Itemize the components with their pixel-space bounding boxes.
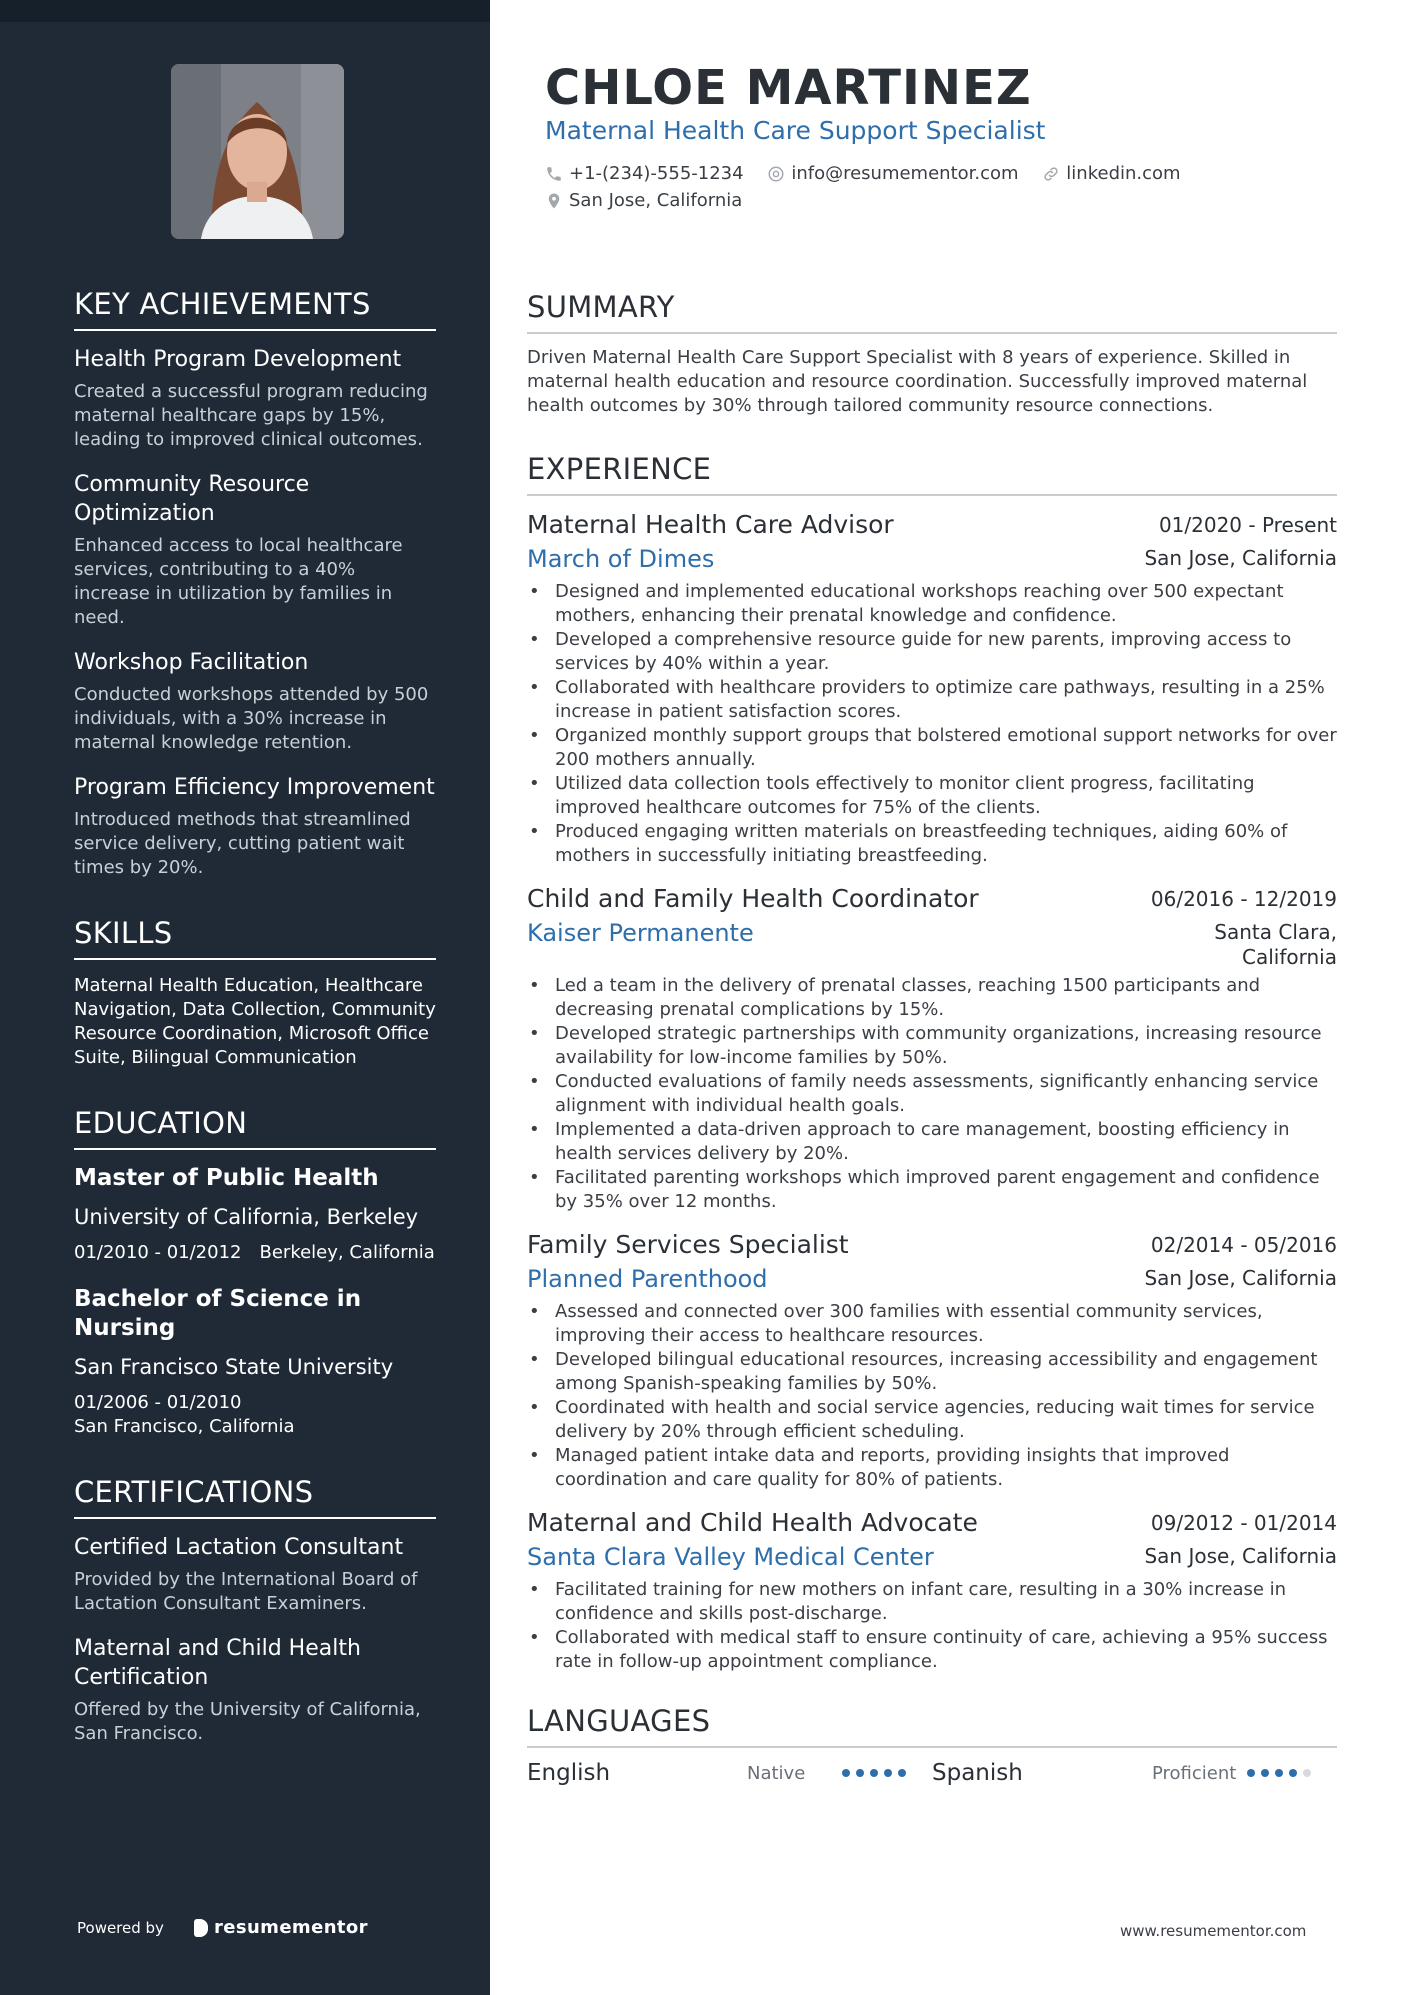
powered-by-footer [77,1917,368,1938]
language-level: Proficient [1152,1762,1237,1784]
job-title: Family Services Specialist [527,1230,849,1259]
achievement-desc: Enhanced access to local healthcare services, contributing to a 40% increase in utilization by families in need. [74,535,403,628]
rating-dot-filled [856,1769,864,1777]
achievement-item [74,648,436,755]
main-body [527,290,1337,1820]
sidebar-content [74,287,436,1782]
job-company: Kaiser Permanente [527,919,754,947]
job-entry [527,1506,1337,1674]
education-title: EDUCATION [74,1106,436,1150]
candidate-role: Maternal Health Care Support Specialist [545,116,1046,145]
job-dates: 06/2016 - 12/2019 [1150,887,1337,911]
language-rating [1247,1769,1317,1777]
rating-dot-filled [1261,1769,1269,1777]
achievement-title: Community Resource Optimization [74,472,310,526]
job-company: Planned Parenthood [527,1265,768,1293]
education-degree: Master of Public Health [74,1165,379,1191]
job-bullet: • Led a team in the delivery of prenatal classes, reaching 1500 participants and decreasing prenatal complications by 15%. [527,974,1337,1022]
languages-title: LANGUAGES [527,1704,1337,1748]
job-location: San Jose, California [1144,1544,1337,1568]
job-dates: 01/2020 - Present [1158,513,1337,537]
job-title: Maternal Health Care Advisor [527,510,894,539]
job-dates: 09/2012 - 01/2014 [1150,1511,1337,1535]
achievement-title: Health Program Development [74,347,402,372]
contact-list [545,163,1245,217]
job-bullet: • Developed bilingual educational resources, increasing accessibility and engagement among Spanish-speaking families by 50%. [527,1348,1337,1396]
achievement-desc: Introduced methods that streamlined service delivery, cutting patient wait times by 20%. [74,809,411,878]
skills-list: Maternal Health Education, Healthcare Navigation, Data Collection, Community Resource Coordination, Microsoft Office Suite, Bilingual Communication [74,975,436,1068]
location-pin-icon [545,192,563,210]
achievement-item [74,470,436,630]
education-item [74,1285,436,1439]
certifications-section [74,1475,436,1746]
job-bullet: • Assessed and connected over 300 families with essential community services, improving their access to healthcare resources. [527,1300,1337,1348]
education-dates: 01/2010 - 01/2012 [74,1242,242,1263]
language-name: English [527,1760,611,1786]
education-meta [74,1241,436,1265]
education-degree: Bachelor of Science in Nursing [74,1286,362,1341]
job-dates: 02/2014 - 05/2016 [1150,1233,1337,1257]
job-bullet: • Conducted evaluations of family needs assessments, significantly enhancing service alignment with individual health goals. [527,1070,1337,1118]
location-text: San Jose, California [569,190,743,211]
certification-title: Maternal and Child Health Certification [74,1636,361,1690]
certification-item [74,1533,436,1616]
rating-dot-filled [884,1769,892,1777]
education-school: University of California, Berkeley [74,1205,419,1229]
email-text: info@resumementor.com [791,163,1019,184]
language-item [932,1760,1337,1786]
education-dates: 01/2006 - 01/2010 [74,1392,242,1413]
job-bullet: • Utilized data collection tools effectively to monitor client progress, facilitating improved healthcare outcomes for 75% of the clients. [527,772,1337,820]
rating-dot-filled [870,1769,878,1777]
certification-item [74,1634,436,1746]
rating-dot-filled [898,1769,906,1777]
achievement-item [74,345,436,452]
language-rating [842,1769,912,1777]
job-location: San Jose, California [1144,546,1337,570]
profile-photo [171,64,344,239]
languages-section [527,1704,1337,1786]
resumementor-logo-icon [194,1919,208,1937]
job-bullet: • Facilitated training for new mothers on infant care, resulting in a 30% increase in confidence and skills post-discharge. [527,1578,1337,1626]
education-section [74,1106,436,1439]
education-location: Berkeley, California [259,1242,435,1263]
achievement-title: Workshop Facilitation [74,650,309,675]
certification-desc: Offered by the University of California, San Francisco. [74,1699,421,1744]
job-bullets [527,1578,1337,1674]
education-item [74,1164,436,1265]
at-icon [767,165,785,183]
job-bullet: • Implemented a data-driven approach to care management, boosting efficiency in health services delivery by 20%. [527,1118,1337,1166]
job-bullet: • Organized monthly support groups that bolstered emotional support networks for over 200 mothers annually. [527,724,1337,772]
job-bullet: • Produced engaging written materials on breastfeeding techniques, aiding 60% of mothers in successfully initiating breastfeeding. [527,820,1337,868]
job-title: Child and Family Health Coordinator [527,884,979,913]
link-icon [1042,165,1060,183]
education-location: San Francisco, California [74,1416,295,1437]
experience-title: EXPERIENCE [527,452,1337,496]
job-entry [527,882,1337,1214]
certification-title: Certified Lactation Consultant [74,1535,404,1560]
job-entry [527,1228,1337,1492]
achievements-title: KEY ACHIEVEMENTS [74,287,436,331]
rating-dot-filled [1247,1769,1255,1777]
skills-section [74,916,436,1070]
contact-location [545,190,742,211]
skills-title: SKILLS [74,916,436,960]
language-level: Native [747,1762,806,1784]
phone-icon [545,165,563,183]
sidebar [0,0,490,1995]
contact-email[interactable] [767,163,1018,184]
job-location: San Jose, California [1144,1266,1337,1290]
achievement-title: Program Efficiency Improvement [74,775,435,800]
job-location-line: Santa Clara, [1214,920,1337,944]
certification-desc: Provided by the International Board of Lactation Consultant Examiners. [74,1569,418,1614]
job-company: March of Dimes [527,545,715,573]
achievements-section [74,287,436,880]
sidebar-top-strip [0,0,490,22]
summary-text: Driven Maternal Health Care Support Specialist with 8 years of experience. Skilled in maternal health education and resource coordination. Successfully improved maternal health outcomes by 30% through tailored community resource connections. [527,347,1308,416]
job-bullet: • Managed patient intake data and reports, providing insights that improved coordination and care quality for 80% of patients. [527,1444,1337,1492]
job-entry [527,508,1337,868]
language-item [527,1760,932,1786]
linkedin-text: linkedin.com [1066,163,1181,184]
certifications-title: CERTIFICATIONS [74,1475,436,1519]
language-name: Spanish [932,1760,1023,1786]
languages-list [527,1760,1337,1786]
resumementor-brand-text: resumementor [213,1917,368,1938]
experience-section [527,452,1337,1674]
job-bullet: • Coordinated with health and social service agencies, reducing wait times for service delivery by 20% through efficient scheduling. [527,1396,1337,1444]
candidate-name: CHLOE MARTINEZ [545,60,1032,116]
rating-dot-filled [842,1769,850,1777]
job-bullet: • Developed a comprehensive resource guide for new parents, improving access to services by 40% within a year. [527,628,1337,676]
contact-linkedin[interactable] [1042,163,1180,184]
achievement-desc: Conducted workshops attended by 500 individuals, with a 30% increase in maternal knowledge retention. [74,684,429,753]
job-bullets [527,974,1337,1214]
job-bullet: • Collaborated with medical staff to ensure continuity of care, achieving a 95% success rate in follow-up appointment compliance. [527,1626,1337,1674]
summary-section [527,290,1337,418]
job-company: Santa Clara Valley Medical Center [527,1543,934,1571]
website-footer[interactable]: www.resumementor.com [1120,1922,1307,1940]
summary-title: SUMMARY [527,290,1337,334]
job-bullet: • Designed and implemented educational workshops reaching over 500 expectant mothers, enhancing their prenatal knowledge and confidence. [527,580,1337,628]
job-bullet: • Collaborated with healthcare providers to optimize care pathways, resulting in a 25% increase in patient satisfaction scores. [527,676,1337,724]
education-school: San Francisco State University [74,1355,394,1379]
rating-dot-empty [1303,1769,1311,1777]
achievement-item [74,773,436,880]
job-bullets [527,1300,1337,1492]
job-bullets [527,580,1337,868]
powered-by-label: Powered by [77,1918,164,1937]
contact-phone[interactable] [545,163,744,184]
phone-text: +1-(234)-555-1234 [569,163,744,184]
achievement-desc: Created a successful program reducing maternal healthcare gaps by 15%, leading to improved clinical outcomes. [74,381,428,450]
rating-dot-filled [1289,1769,1297,1777]
resumementor-logo[interactable] [194,1917,368,1938]
job-location-line: California [1242,945,1337,969]
education-meta [74,1391,436,1439]
job-bullet: • Developed strategic partnerships with community organizations, increasing resource availability for low-income families by 50%. [527,1022,1337,1070]
rating-dot-filled [1275,1769,1283,1777]
job-bullet: • Facilitated parenting workshops which improved parent engagement and confidence by 35% over 12 months. [527,1166,1337,1214]
job-title: Maternal and Child Health Advocate [527,1508,978,1537]
job-location [1214,916,1337,970]
